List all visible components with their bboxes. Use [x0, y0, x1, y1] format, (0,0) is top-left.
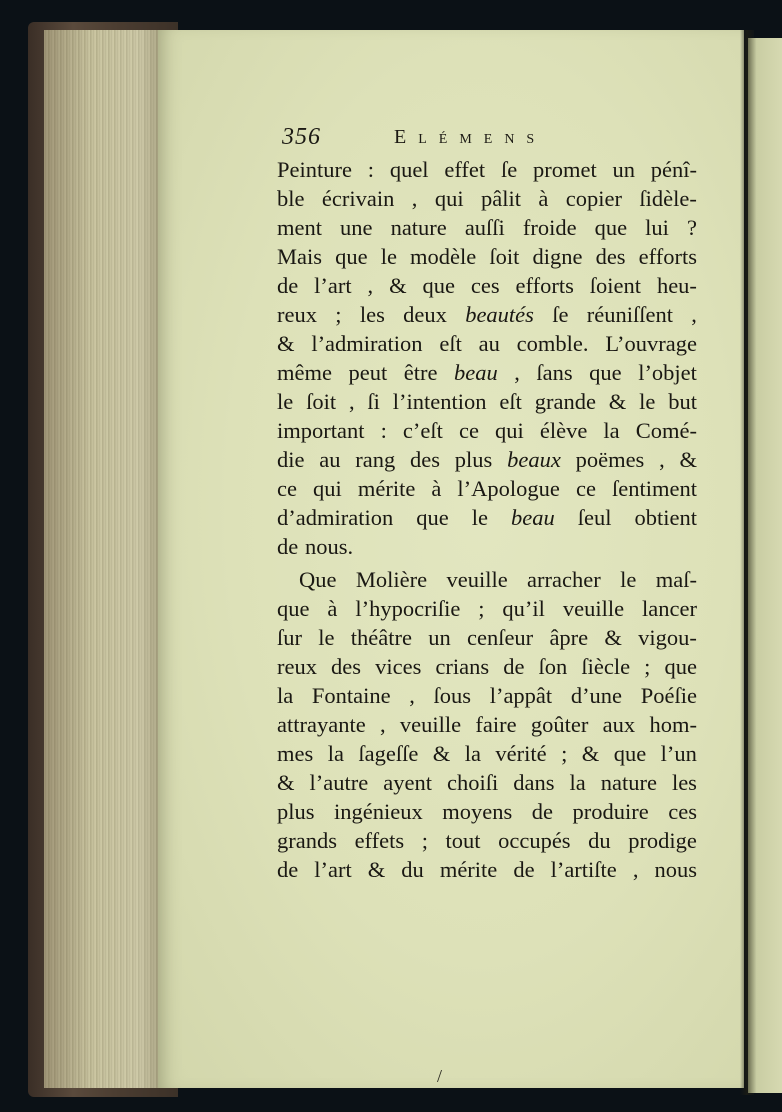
text-line: même peut être beau , ſans que l’objet: [277, 360, 697, 385]
text-line: & l’admiration eſt au comble. L’ouvrage: [277, 331, 697, 356]
text-line: Mais que le modèle ſoit digne des efforts: [277, 244, 697, 269]
text-line: important : c’eſt ce qui élève la Comé-: [277, 418, 697, 443]
text-line: ment une nature auſſi froide que lui ?: [277, 215, 697, 240]
body-text: [277, 155, 697, 884]
running-title: Elémens: [394, 126, 547, 148]
text-line: reux ; les deux beautés ſe réuniſſent ,: [277, 302, 697, 327]
stray-mark: /: [437, 1066, 443, 1086]
text-line: plus ingénieux moyens de produire ces: [277, 799, 697, 824]
text-line: de l’art , & que ces efforts ſoient heu-: [277, 273, 697, 298]
text-line: grands effets ; tout occupés du prodige: [277, 828, 697, 853]
text-line: Que Molière veuille arracher le maſ-: [299, 567, 697, 592]
text-line: le ſoit , ſi l’intention eſt grande & le but: [277, 389, 697, 414]
text-line: attrayante , veuille faire goûter aux hom-: [277, 712, 697, 737]
text-line: que à l’hypocriſie ; qu’il veuille lancer: [277, 596, 697, 621]
text-line: la Fontaine , ſous l’appât d’une Poéſie: [277, 683, 697, 708]
text-line: ce qui mérite à l’Apologue ce ſentiment: [277, 476, 697, 501]
page-stack-edges: [44, 30, 166, 1088]
text-line: de nous.: [277, 534, 354, 559]
text-line: mes la ſageſſe & la vérité ; & que l’un: [277, 741, 697, 766]
next-page-edge: [748, 38, 782, 1093]
text-line: de l’art & du mérite de l’artiſte , nous: [277, 857, 697, 882]
text-line: ble écrivain , qui pâlit à copier ſidèle-: [277, 186, 697, 211]
text-line: die au rang des plus beaux poëmes , &: [277, 447, 697, 472]
text-line: ſur le théâtre un cenſeur âpre & vigou-: [277, 625, 697, 650]
text-line: & l’autre ayent choiſi dans la nature les: [277, 770, 697, 795]
text-line: d’admiration que le beau ſeul obtient: [277, 505, 697, 530]
text-line: Peinture : quel effet ſe promet un pénî-: [277, 157, 697, 182]
text-line: reux des vices crians de ſon ſiècle ; que: [277, 654, 697, 679]
page-number: 356: [282, 124, 321, 150]
running-head: [282, 124, 582, 156]
